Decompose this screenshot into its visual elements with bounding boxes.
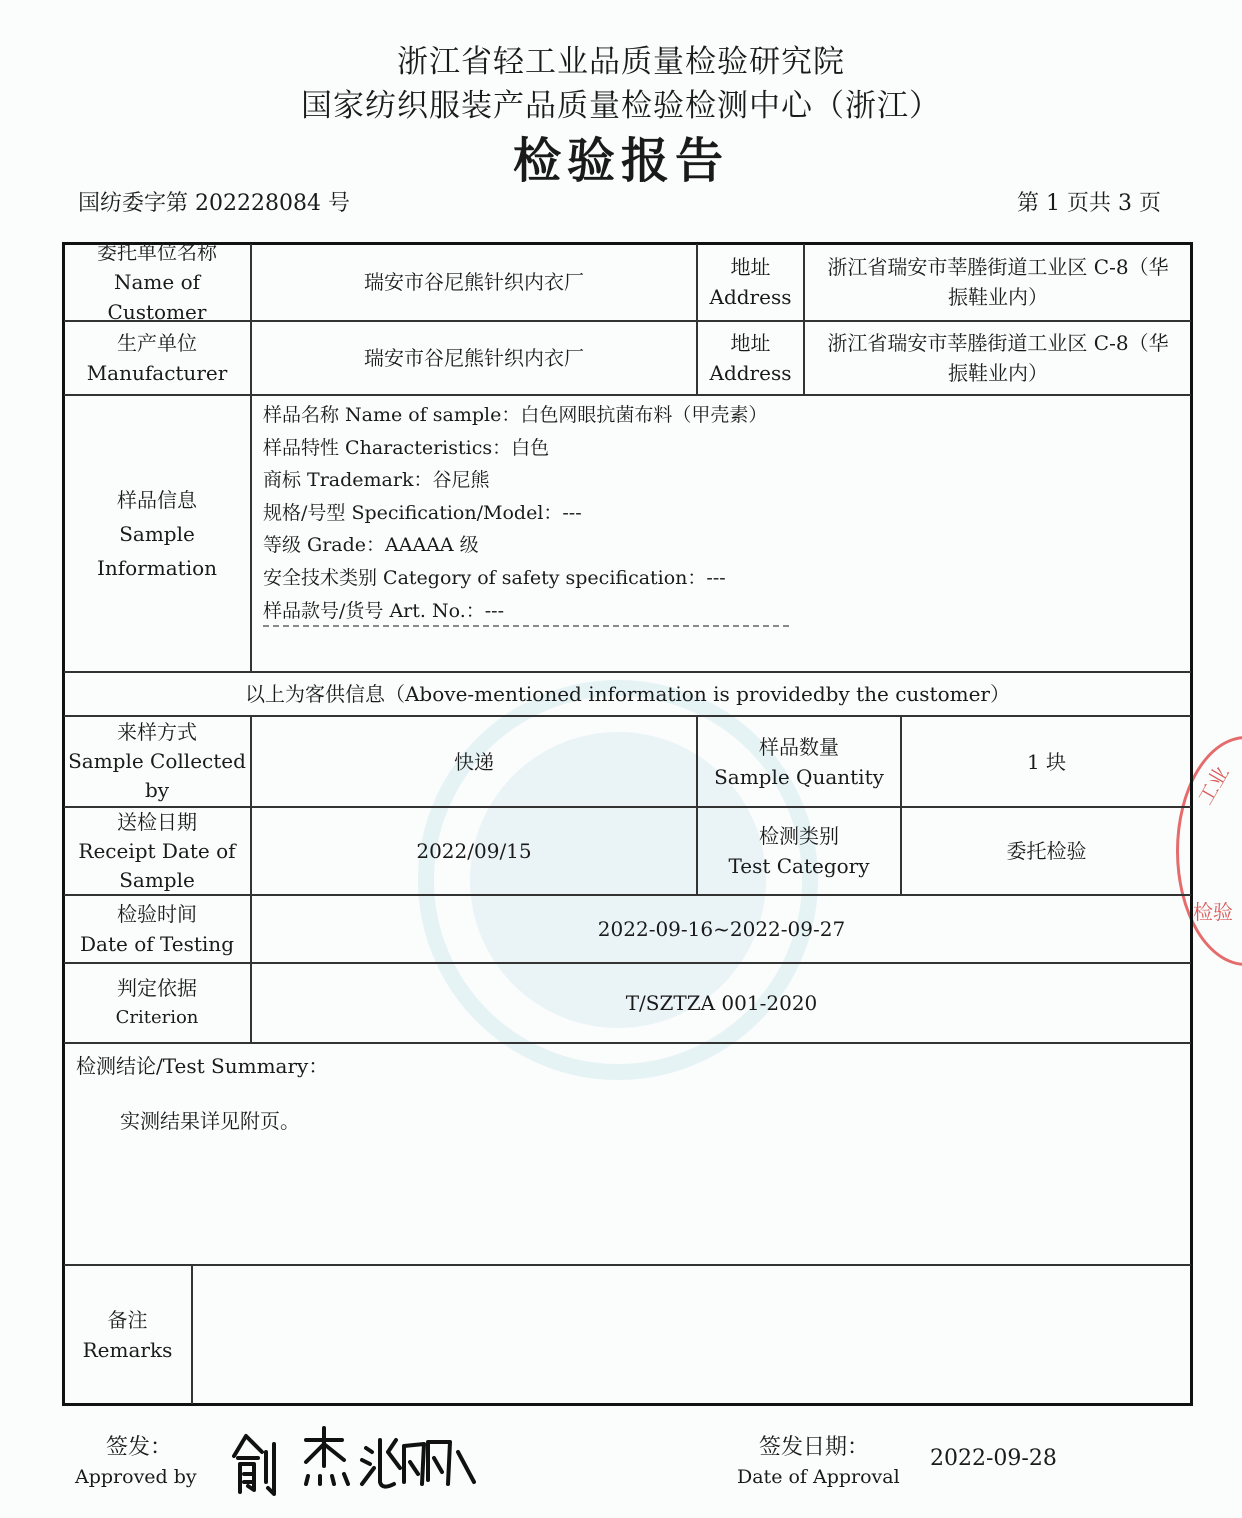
manufacturer-address-value: 浙江省瑞安市莘塍街道工业区 C-8（华 振鞋业内）	[827, 331, 1169, 385]
approved-by-en: Approved by	[75, 1466, 197, 1488]
customer-address-value: 浙江省瑞安市莘塍街道工业区 C-8（华 振鞋业内）	[827, 255, 1169, 309]
center-name: 国家纺织服装产品质量检验检测中心（浙江）	[301, 88, 941, 124]
customer-label: 委托单位名称 Name of Customer	[97, 240, 217, 324]
approved-by-cn: 签发：	[106, 1435, 173, 1460]
summary-label: 检测结论/Test Summary：	[76, 1054, 329, 1078]
quantity-value: 1 块	[1026, 749, 1067, 774]
sample-characteristics-line: 样品特性 Characteristics：白色	[263, 437, 550, 459]
sample-art-no-line: 样品款号/货号 Art. No.：---	[263, 600, 504, 622]
criterion-value: T/SZTZA 001-2020	[625, 991, 818, 1015]
collection-value: 快递	[454, 749, 494, 774]
manufacturer-address-label: 地址 Address	[709, 331, 792, 385]
customer-value: 瑞安市谷尼熊针织内衣厂	[364, 270, 584, 294]
test-category-label: 检测类别 Test Category	[728, 824, 870, 878]
manufacturer-label: 生产单位 Manufacturer	[86, 331, 228, 385]
sample-name-line: 样品名称 Name of sample：白色网眼抗菌布料（甲壳素）	[263, 404, 768, 426]
approval-date-label-cn: 签发日期：	[759, 1435, 870, 1460]
sample-safety-category-line: 安全技术类别 Category of safety specification：---	[263, 567, 726, 589]
summary-text: 实测结果详见附页。	[120, 1109, 300, 1133]
row-divider	[64, 1042, 1191, 1044]
approval-date-value: 2022-09-28	[930, 1446, 1057, 1471]
testing-date-label: 检验时间 Date of Testing	[80, 902, 234, 956]
test-category-value: 委托检验	[1006, 839, 1087, 863]
institute-name: 浙江省轻工业品质量检验研究院	[397, 44, 845, 80]
sample-info-label: 样品信息 Sample Information	[96, 487, 218, 580]
manufacturer-value: 瑞安市谷尼熊针织内衣厂	[364, 346, 584, 370]
customer-address-label: 地址 Address	[709, 255, 792, 309]
testing-date-value: 2022-09-16~2022-09-27	[597, 917, 846, 941]
customer-provided-note: 以上为客供信息（Above-mentioned information is providedby the customer）	[244, 682, 1010, 706]
collection-label: 来样方式 Sample Collected by	[68, 720, 246, 802]
page-info: 第 1 页共 3 页	[1017, 191, 1161, 216]
criterion-label: 判定依据 Criterion	[115, 976, 199, 1028]
sample-grade-line: 等级 Grade：AAAAA 级	[263, 534, 479, 556]
report-title: 检验报告	[512, 133, 729, 189]
report-number: 国纺委字第 202228084 号	[78, 191, 350, 216]
sample-trademark-line: 商标 Trademark：谷尼熊	[263, 469, 490, 491]
quantity-label: 样品数量 Sample Quantity	[714, 734, 884, 789]
receipt-date-value: 2022/09/15	[416, 839, 532, 863]
handwritten-signature	[228, 1422, 488, 1498]
remarks-label: 备注 Remarks	[82, 1308, 173, 1362]
row-divider	[64, 1264, 1191, 1266]
approval-date-label-en: Date of Approval	[737, 1466, 900, 1488]
receipt-date-label: 送检日期 Receipt Date of Sample	[78, 809, 236, 892]
stamp-text-bottom: 检验	[1193, 900, 1233, 924]
col-divider	[191, 1264, 193, 1404]
dashed-separator	[263, 625, 789, 627]
stamp-text-top: 工业	[1192, 761, 1234, 809]
sample-specification-line: 规格/号型 Specification/Model：---	[263, 502, 582, 524]
